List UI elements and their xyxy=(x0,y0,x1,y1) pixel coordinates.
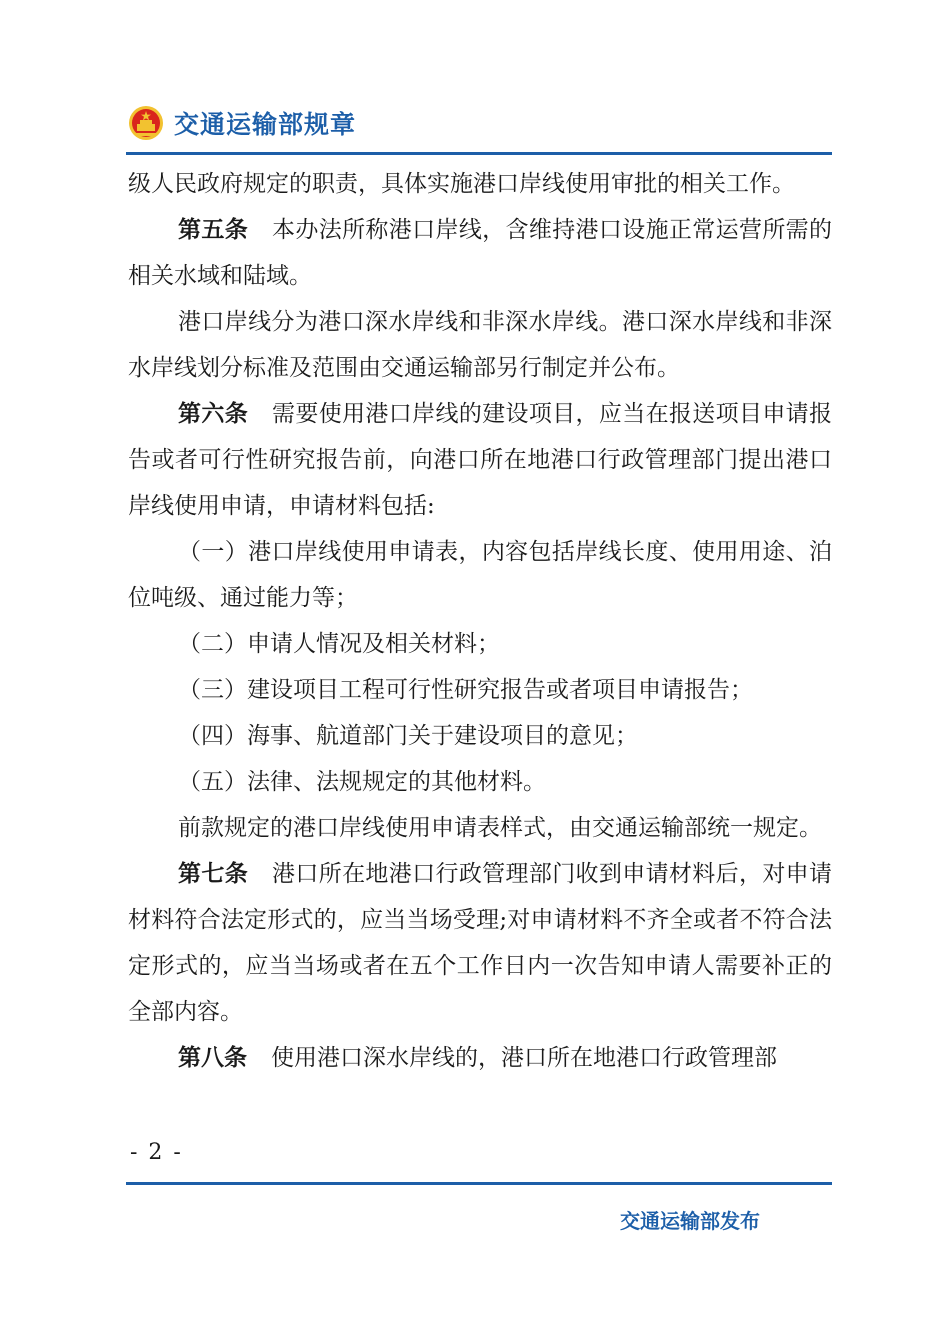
document-body xyxy=(128,161,832,1081)
header-title: 交通运输部规章 xyxy=(174,110,357,139)
article-text: 使用港口深水岸线的，港口所在地港口行政管理部 xyxy=(271,1045,777,1071)
list-item: （一）港口岸线使用申请表，内容包括岸线长度、使用用途、泊位吨级、通过能力等； xyxy=(128,539,832,611)
article-heading: 第五条 xyxy=(178,217,249,243)
page-number: - 2 - xyxy=(130,1140,183,1165)
header-divider xyxy=(126,152,832,155)
article-heading: 第八条 xyxy=(178,1045,247,1071)
page-header xyxy=(128,100,356,146)
footer-publisher: 交通运输部发布 xyxy=(620,1209,760,1233)
article-heading: 第六条 xyxy=(178,401,249,427)
list-item: （三）建设项目工程可行性研究报告或者项目申请报告； xyxy=(178,677,753,703)
article-8 xyxy=(128,1035,832,1081)
article-7 xyxy=(128,851,832,1035)
article-text: 需要使用港口岸线的建设项目，应当在报送项目申请报告或者可行性研究报告前，向港口所在地港口行政管理部门提出港口岸线使用申请，申请材料包括: xyxy=(128,401,833,519)
footer-divider xyxy=(126,1182,832,1185)
list-item: （二）申请人情况及相关材料； xyxy=(178,631,500,657)
paragraph: 港口岸线分为港口深水岸线和非深水岸线。港口深水岸线和非深水岸线划分标准及范围由交通运输部另行制定并公布。 xyxy=(128,309,832,381)
article-text: 本办法所称港口岸线，含维持港口设施正常运营所需的相关水域和陆域。 xyxy=(128,217,833,289)
list-item: （五）法律、法规规定的其他材料。 xyxy=(178,769,546,795)
national-emblem-icon xyxy=(128,105,164,141)
article-5 xyxy=(128,207,832,299)
article-heading: 第七条 xyxy=(178,861,249,887)
paragraph: 前款规定的港口岸线使用申请表样式，由交通运输部统一规定。 xyxy=(178,815,822,841)
paragraph: 级人民政府规定的职责，具体实施港口岸线使用审批的相关工作。 xyxy=(128,171,795,197)
article-text: 港口所在地港口行政管理部门收到申请材料后，对申请材料符合法定形式的，应当当场受理;对申请材料不齐全或者不符合法定形式的，应当当场或者在五个工作日内一次告知申请人需要补正的全部内容。 xyxy=(128,861,833,1025)
article-6 xyxy=(128,391,832,529)
list-item: （四）海事、航道部门关于建设项目的意见； xyxy=(178,723,638,749)
